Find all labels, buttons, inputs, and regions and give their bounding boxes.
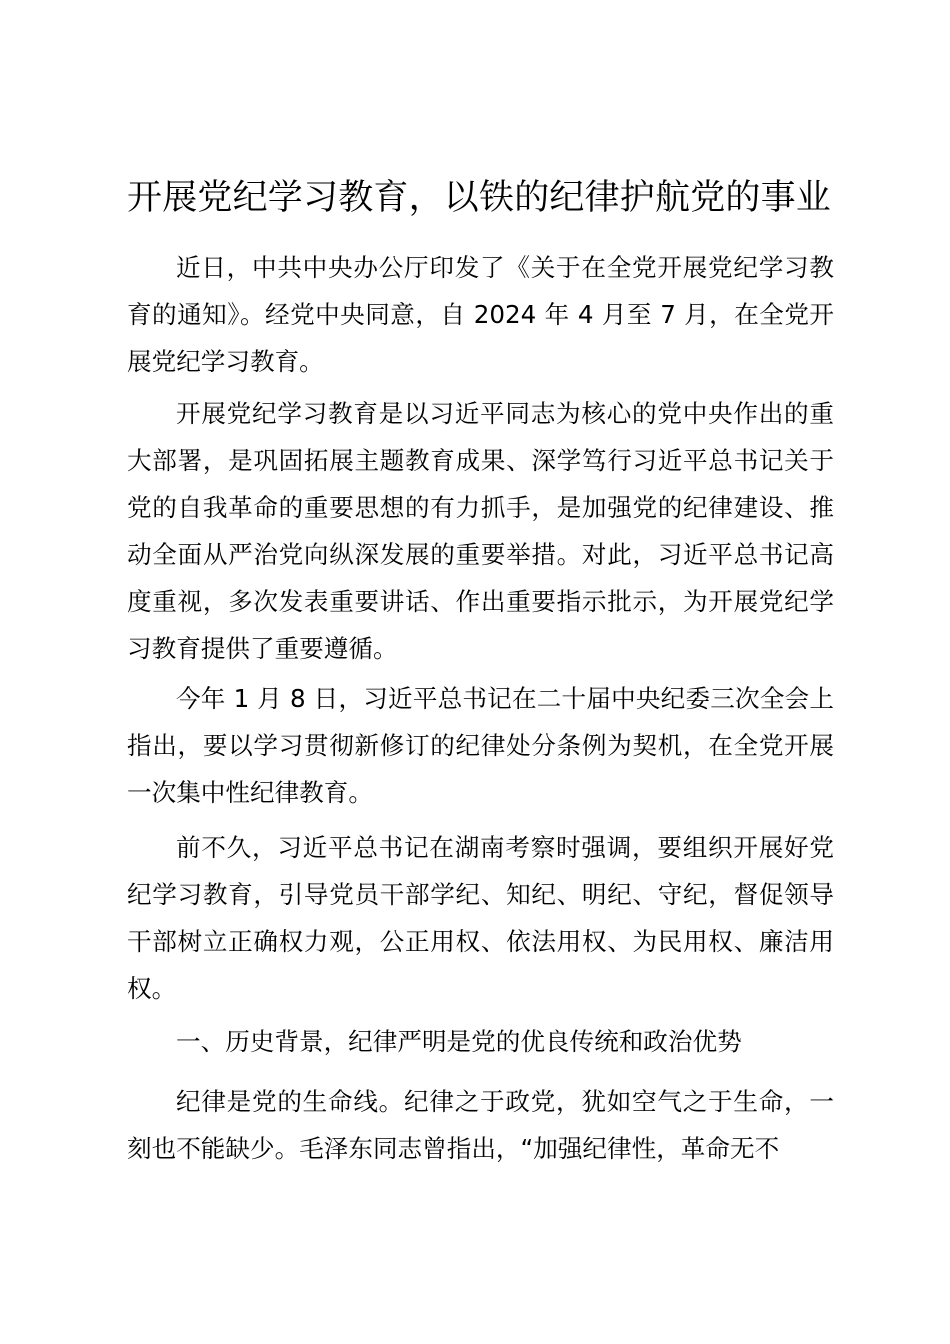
- document-title: 开展党纪学习教育，以铁的纪律护航党的事业: [127, 178, 832, 218]
- paragraph-4: 前不久，习近平总书记在湖南考察时强调，要组织开展好党纪学习教育，引导党员干部学纪、知纪、明纪、守纪，督促领导干部树立正确权力观，公正用权、依法用权、为民用权、廉洁用权。: [127, 833, 834, 1003]
- section-paragraph: 纪律是党的生命线。纪律之于政党，犹如空气之于生命，一刻也不能缺少。毛泽东同志曾指出，“加强纪律性，革命无不: [127, 1087, 834, 1163]
- section-heading: 一、历史背景，纪律严明是党的优良传统和政治优势: [176, 1027, 742, 1056]
- paragraph-1: 近日，中共中央办公厅印发了《关于在全党开展党纪学习教育的通知》。经党中央同意，自 2024 年 4 月至 7 月，在全党开展党纪学习教育。: [127, 253, 834, 376]
- paragraph-2: 开展党纪学习教育是以习近平同志为核心的党中央作出的重大部署，是巩固拓展主题教育成果、深学笃行习近平总书记关于党的自我革命的重要思想的有力抓手，是加强党的纪律建设、推动全面从严治党向纵深发展的重要举措。对此，习近平总书记高度重视，多次发表重要讲话、作出重要指示批示，为开展党纪学习教育提供了重要遵循。: [127, 399, 834, 663]
- paragraph-3: 今年 1 月 8 日，习近平总书记在二十届中央纪委三次全会上指出，要以学习贯彻新修订的纪律处分条例为契机，在全党开展一次集中性纪律教育。: [127, 684, 834, 807]
